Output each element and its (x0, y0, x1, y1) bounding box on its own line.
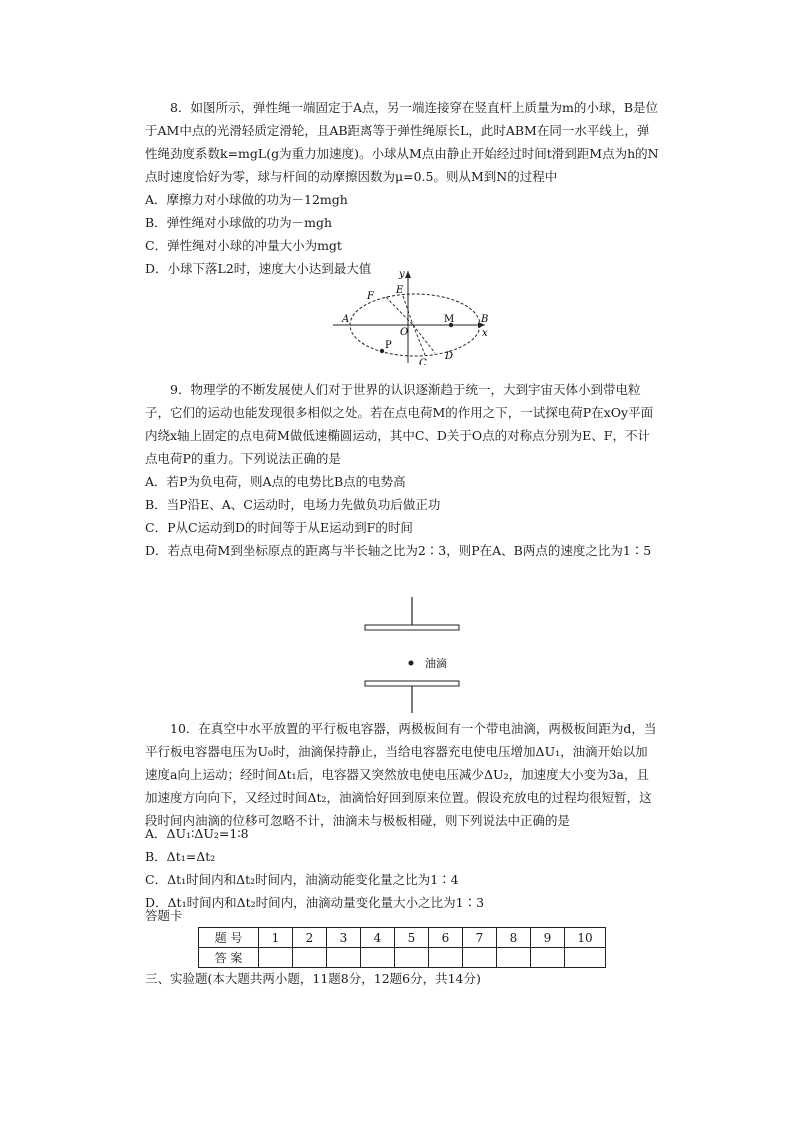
number-cell: 4 (361, 928, 395, 948)
label-a: A (342, 314, 350, 325)
answer-header: 答 案 (199, 948, 259, 968)
q10-option-b: B．Δt₁=Δt₂ (145, 849, 216, 864)
bottom-plate (365, 681, 459, 686)
label-e: E (396, 285, 404, 296)
label-m: M (444, 314, 455, 325)
answer-card-answer-row (199, 948, 606, 968)
q9-option-c: C．P从C运动到D的时间等于从E运动到F的时间 (145, 520, 413, 535)
q8-option-c: C．弹性绳对小球的冲量大小为mgt (145, 238, 342, 253)
number-cell: 1 (259, 928, 293, 948)
label-d: D (445, 351, 454, 362)
q9-option-b: B．当P沿E、A、C运动时，电场力先做负功后做正功 (145, 497, 441, 512)
q8-stem: 8．如图所示，弹性绳一端固定于A点，另一端连接穿在竖直杆上质量为m的小球，B是位于AM中点的光滑轻质定滑轮，且AB距离等于弹性绳原长L，此时ABM在同一水平线上，弹性绳劲度系数k=mgL(g为重力加速度)。小球从M点由静止开始经过时间t滑到距M点为h的N点时速度恰好为零，球与杆间的动摩擦因数为μ=0.5。则从M到N的过程中 (145, 100, 659, 184)
capacitor-figure (360, 595, 470, 715)
q8-option-b: B．弹性绳对小球做的功为－mgh (145, 215, 333, 230)
answer-cell[interactable] (361, 948, 395, 968)
oil-drop-label: 油滴 (425, 657, 447, 670)
label-b: B (481, 314, 489, 325)
number-cell: 6 (429, 928, 463, 948)
charge-p (380, 349, 384, 353)
label-x: x (482, 328, 488, 339)
answer-cell[interactable] (565, 948, 606, 968)
answer-card-title: 答题卡 (145, 908, 183, 923)
q9-option-d: D．若点电荷M到坐标原点的距离与半长轴之比为2∶3，则P在A、B两点的速度之比为1∶5 (145, 543, 652, 558)
number-cell: 2 (293, 928, 327, 948)
section-3-heading: 三、实验题(本大题共两小题，11题8分，12题6分，共14分) (145, 971, 481, 986)
label-f: F (367, 291, 374, 302)
label-c: C (419, 358, 427, 365)
answer-cell[interactable] (531, 948, 565, 968)
label-y: y (399, 269, 405, 280)
label-o: O (400, 327, 409, 338)
q10-option-c: C．Δt₁时间内和Δt₂时间内，油滴动能变化量之比为1∶4 (145, 872, 459, 887)
number-cell: 5 (395, 928, 429, 948)
number-cell: 3 (327, 928, 361, 948)
q10-option-a: A．ΔU₁∶ΔU₂=1∶8 (145, 826, 249, 841)
answer-cell[interactable] (463, 948, 497, 968)
q9-option-a: A．若P为负电荷，则A点的电势比B点的电势高 (145, 474, 406, 489)
number-header: 题 号 (199, 928, 259, 948)
answer-card-number-row (199, 928, 606, 948)
answer-cell[interactable] (395, 948, 429, 968)
number-cell: 9 (531, 928, 565, 948)
answer-cell[interactable] (327, 948, 361, 968)
answer-card-table (198, 927, 606, 968)
number-cell: 7 (463, 928, 497, 948)
oil-drop (409, 661, 414, 666)
label-p: P (385, 340, 392, 351)
answer-cell[interactable] (259, 948, 293, 968)
q8-option-a: A．摩擦力对小球做的功为－12mgh (145, 192, 348, 207)
q10-stem: 10．在真空中水平放置的平行板电容器，两极板间有一个带电油滴，两极板间距为d，当平行板电容器电压为U₀时，油滴保持静止，当给电容器充电使电压增加ΔU₁，油滴开始以加速度a向上运动；经时间Δt₁后，电容器又突然放电使电压减少ΔU₂，加速度大小变为3a，且加速度方向向下，又经过时间Δt₂，油滴恰好回到原来位置。假设充放电的过程均很短暂，这段时间内油滴的位移可忽略不计，油滴未与极板相碰，则下列说法中正确的是 (145, 721, 657, 828)
answer-cell[interactable] (429, 948, 463, 968)
number-cell: 10 (565, 928, 606, 948)
q8-option-d: D．小球下落L2时，速度大小达到最大值 (145, 261, 372, 276)
top-plate (365, 625, 459, 630)
answer-cell[interactable] (293, 948, 327, 968)
number-cell: 8 (497, 928, 531, 948)
ellipse-orbit-figure (325, 265, 495, 365)
q10-option-d: D．Δt₁时间内和Δt₂时间内，油滴动量变化量大小之比为1∶3 (145, 895, 485, 910)
q9-stem: 9．物理学的不断发展使人们对于世界的认识逐渐趋于统一，大到宇宙天体小到带电粒子，它们的运动也能发现很多相似之处。若在点电荷M的作用之下，一试探电荷P在xOy平面内绕x轴上固定的点电荷M做低速椭圆运动，其中C、D关于O点的对称点分别为E、F，不计点电荷P的重力。下列说法正确的是 (145, 382, 654, 466)
answer-cell[interactable] (497, 948, 531, 968)
